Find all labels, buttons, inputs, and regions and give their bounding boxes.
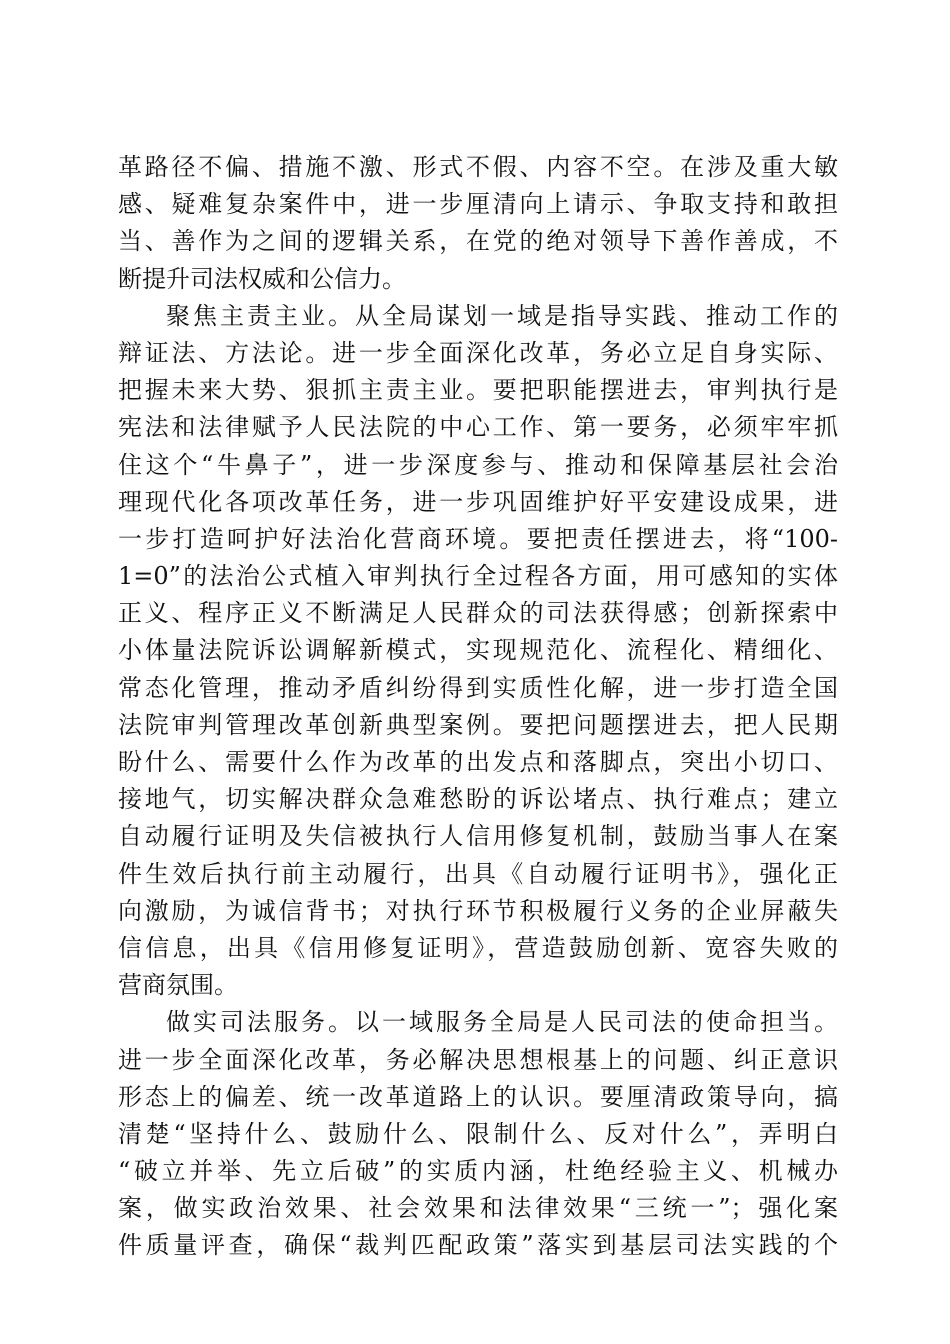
text-line: 件质量评查，确保“裁判匹配政策”落实到基层司法实践的个 — [118, 1231, 838, 1260]
text-line: 正义、程序正义不断满足人民群众的司法获得感；创新探索中 — [118, 599, 838, 628]
text-line: 断提升司法权威和公信力。 — [118, 264, 406, 293]
paragraph-2 — [118, 298, 838, 1005]
text-line: 向激励，为诚信背书；对执行环节积极履行义务的企业屏蔽失 — [118, 896, 838, 925]
text-line: 营商氛围。 — [118, 971, 238, 1000]
text-line: 小体量法院诉讼调解新模式，实现规范化、流程化、精细化、 — [118, 636, 838, 665]
text-line: 宪法和法律赋予人民法院的中心工作、第一要务，必须牢牢抓 — [118, 413, 838, 442]
text-line: 把握未来大势、狠抓主责主业。要把职能摆进去，审判执行是 — [118, 376, 838, 405]
body-text — [118, 149, 838, 1265]
text-line: 法院审判管理改革创新典型案例。要把问题摆进去，把人民期 — [118, 710, 838, 739]
text-line: 住这个“牛鼻子”，进一步深度参与、推动和保障基层社会治 — [118, 450, 838, 479]
text-line: 聚焦主责主业。从全局谋划一域是指导实践、推动工作的 — [166, 301, 838, 330]
text-line: 做实司法服务。以一域服务全局是人民司法的使命担当。 — [166, 1008, 838, 1037]
text-line: 清楚“坚持什么、鼓励什么、限制什么、反对什么”，弄明白 — [118, 1119, 838, 1148]
text-line: 盼什么、需要什么作为改革的出发点和落脚点，突出小切口、 — [118, 748, 838, 776]
text-line: 一步打造呵护好法治化营商环境。要把责任摆进去，将“100- — [118, 524, 838, 553]
text-line: 感、疑难复杂案件中，进一步厘清向上请示、争取支持和敢担 — [118, 190, 838, 219]
text-line: 革路径不偏、措施不激、形式不假、内容不空。在涉及重大敏 — [118, 153, 838, 181]
paragraph-3 — [118, 1004, 838, 1264]
text-line: 常态化管理，推动矛盾纠纷得到实质性化解，进一步打造全国 — [118, 673, 838, 702]
paragraph-1 — [118, 149, 838, 298]
text-line: 当、善作为之间的逻辑关系，在党的绝对领导下善作善成，不 — [118, 227, 838, 256]
text-line: 1=0”的法治公式植入审判执行全过程各方面，用可感知的实体 — [118, 562, 838, 591]
text-line: 接地气，切实解决群众急难愁盼的诉讼堵点、执行难点；建立 — [118, 785, 838, 814]
text-line: 理现代化各项改革任务，进一步巩固维护好平安建设成果，进 — [118, 487, 838, 516]
text-line: 件生效后执行前主动履行，出具《自动履行证明书》，强化正 — [118, 859, 838, 888]
text-line: 案，做实政治效果、社会效果和法律效果“三统一”；强化案 — [118, 1194, 838, 1223]
text-line: 自动履行证明及失信被执行人信用修复机制，鼓励当事人在案 — [118, 822, 838, 851]
text-line: 辩证法、方法论。进一步全面深化改革，务必立足自身实际、 — [118, 338, 838, 367]
text-line: 形态上的偏差、统一改革道路上的认识。要厘清政策导向，搞 — [118, 1082, 838, 1111]
text-line: 信信息，出具《信用修复证明》，营造鼓励创新、宽容失败的 — [118, 933, 838, 962]
text-line: “破立并举、先立后破”的实质内涵，杜绝经验主义、机械办 — [118, 1157, 838, 1186]
text-line: 进一步全面深化改革，务必解决思想根基上的问题、纠正意识 — [118, 1045, 838, 1074]
